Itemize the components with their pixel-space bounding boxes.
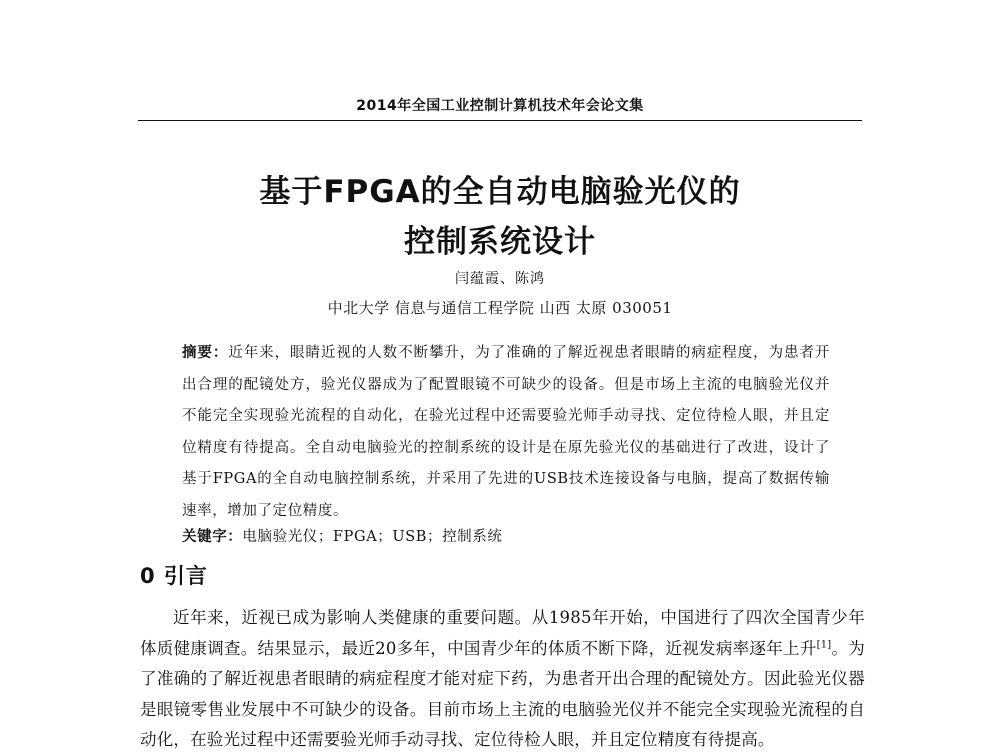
body-text-part2: 。为了准确的了解近视患者眼睛的病症程度才能对症下药，为患者开出合理的配镜处方。因此验光仪器是眼镜零售业发展中不可缺少的设备。目前市场上主流的电脑验光仪并不能完全实现验光流程的自动化，在验光过程中还需要验光师手动寻找、定位待检人眼，并且定位精度有待提高。 — [140, 638, 865, 749]
keywords — [182, 524, 830, 550]
keywords-label: 关键字： — [182, 529, 243, 545]
proceedings-header: 2014年全国工业控制计算机技术年会论文集 — [138, 92, 862, 121]
body-text-part1: 近年来，近视已成为影响人类健康的重要问题。从1985年开始，中国进行了四次全国青少年体质健康调查。结果显示，最近20多年，中国青少年的体质不断下降，近视发病率逐年上升 — [140, 608, 865, 658]
section-heading: 0 引言 — [140, 564, 208, 588]
abstract-label: 摘要： — [182, 345, 229, 361]
body-paragraph — [140, 603, 865, 756]
keywords-text: 电脑验光仪；FPGA；USB；控制系统 — [242, 529, 503, 545]
abstract-text: 近年来，眼睛近视的人数不断攀升，为了准确的了解近视患者眼睛的病症程度，为患者开出合理的配镜处方，验光仪器成为了配置眼镜不可缺少的设备。但是市场上主流的电脑验光仪并不能完全实现验光流程的自动化，在验光过程中还需要验光师手动寻找、定位待检人眼，并且定位精度有待提高。全自动电脑验光的控制系统的设计是在原先验光仪的基础进行了改进，设计了基于FPGA的全自动电脑控制系统，并采用了先进的USB技术连接设备与电脑，提高了数据传输速率，增加了定位精度。 — [182, 345, 830, 519]
abstract — [182, 338, 830, 527]
affiliation: 中北大学 信息与通信工程学院 山西 太原 030051 — [327, 299, 673, 317]
authors: 闫蕴霞、陈鸿 — [455, 271, 545, 287]
citation-ref: [1] — [816, 639, 832, 650]
paper-title-line1: 基于FPGA的全自动电脑验光仪的 — [259, 174, 741, 210]
paper-title-line2: 控制系统设计 — [404, 224, 596, 260]
